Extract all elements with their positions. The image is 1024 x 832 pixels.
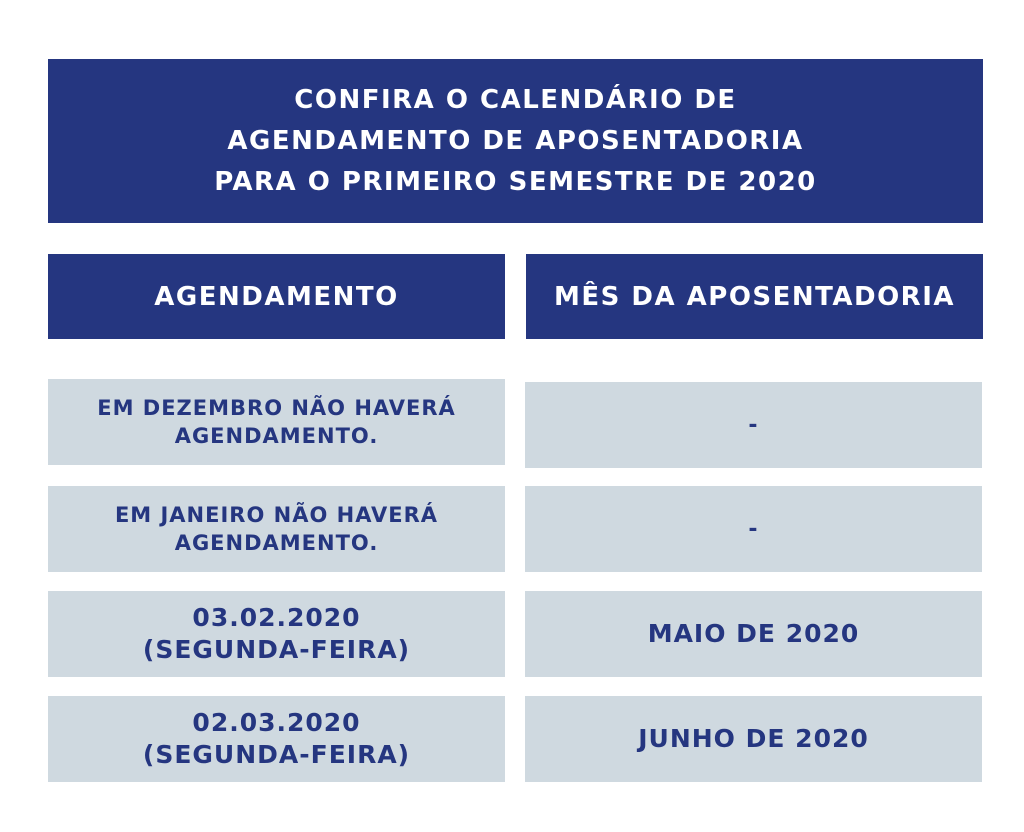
- page-title: [48, 59, 983, 223]
- table-cell-mes: [525, 382, 982, 468]
- cell-value: MAIO DE 2020: [647, 619, 860, 648]
- cell-value: -: [748, 516, 759, 542]
- cell-line: AGENDAMENTO.: [174, 424, 379, 448]
- column-header-agendamento: [48, 254, 505, 339]
- column-header-label: AGENDAMENTO: [154, 281, 399, 312]
- cell-line: EM DEZEMBRO NÃO HAVERÁ: [97, 396, 456, 420]
- title-line-3: PARA O PRIMEIRO SEMESTRE DE 2020: [214, 166, 817, 197]
- cell-line: 03.02.2020: [192, 603, 361, 632]
- cell-line: (SEGUNDA-FEIRA): [142, 740, 411, 769]
- cell-line: AGENDAMENTO.: [174, 531, 379, 555]
- cell-value: -: [748, 412, 759, 438]
- cell-line: EM JANEIRO NÃO HAVERÁ: [114, 503, 439, 527]
- title-line-2: AGENDAMENTO DE APOSENTADORIA: [227, 125, 804, 156]
- column-header-mes-aposentadoria: [526, 254, 983, 339]
- title-line-1: CONFIRA O CALENDÁRIO DE: [294, 84, 737, 115]
- table-cell-mes: [525, 591, 982, 677]
- cell-line: 02.03.2020: [192, 708, 361, 737]
- column-header-label: MÊS DA APOSENTADORIA: [553, 281, 956, 312]
- cell-value: JUNHO DE 2020: [638, 724, 869, 753]
- table-cell-agendamento: [48, 591, 505, 677]
- cell-line: (SEGUNDA-FEIRA): [142, 635, 411, 664]
- table-cell-agendamento: [48, 379, 505, 465]
- table-cell-agendamento: [48, 486, 505, 572]
- table-cell-mes: [525, 696, 982, 782]
- table-cell-agendamento: [48, 696, 505, 782]
- table-cell-mes: [525, 486, 982, 572]
